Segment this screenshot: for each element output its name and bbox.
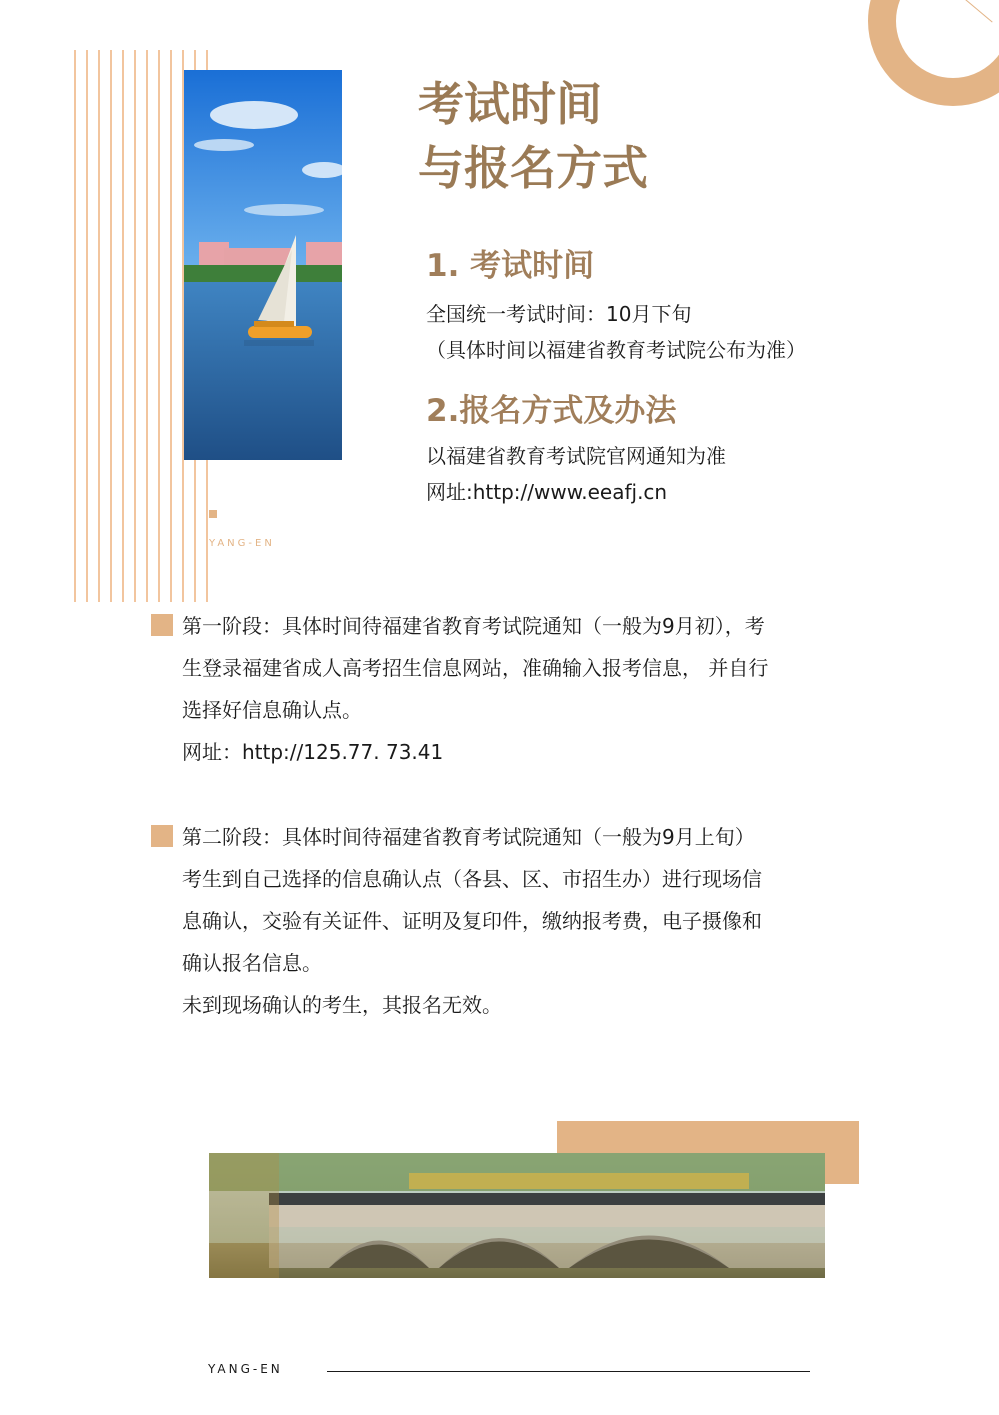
stage-1-url[interactable]: 网址：http://125.77. 73.41 [182, 740, 444, 764]
stage-2-line-1: 第二阶段：具体时间待福建省教育考试院通知（一般为9月上旬） [182, 825, 755, 849]
stage-2-paragraph [182, 816, 902, 1026]
stage-2-marker [151, 825, 173, 847]
stage-1-line-1: 第一阶段：具体时间待福建省教育考试院通知（一般为9月初），考 [182, 614, 765, 638]
exam-time-note: （具体时间以福建省教育考试院公布为准） [426, 338, 806, 362]
exam-time-line: 全国统一考试时间：10月下旬 [426, 302, 692, 326]
page-title-line-2: 与报名方式 [418, 141, 648, 195]
stage-1-line-3: 选择好信息确认点。 [182, 698, 362, 722]
accent-square [209, 510, 217, 518]
stage-1-marker [151, 614, 173, 636]
brand-mark-middle: YANG-EN [209, 538, 275, 549]
stage-1-line-2: 生登录福建省成人高考招生信息网站，准确输入报考信息， 并自行 [182, 656, 769, 680]
registration-url[interactable]: 网址:http://www.eeafj.cn [426, 480, 668, 504]
stage-2-line-4: 确认报名信息。 [182, 951, 322, 975]
section-registration-text [426, 438, 726, 510]
sailboat-photo [184, 70, 342, 460]
brand-mark-footer: YANG-EN [208, 1362, 283, 1376]
stage-2-line-2: 考生到自己选择的信息确认点（各县、区、市招生办）进行现场信 [182, 867, 762, 891]
stage-2-line-3: 息确认，交验有关证件、证明及复印件，缴纳报考费，电子摄像和 [182, 909, 762, 933]
stage-1-paragraph [182, 605, 902, 773]
footer-divider [327, 1371, 810, 1372]
registration-line: 以福建省教育考试院官网通知为准 [426, 444, 726, 468]
section-heading-exam-time: 1. 考试时间 [426, 248, 595, 284]
page-title [418, 72, 648, 200]
stage-2-line-5: 未到现场确认的考生，其报名无效。 [182, 993, 502, 1017]
section-exam-time-text [426, 296, 806, 368]
section-heading-registration: 2.报名方式及办法 [426, 393, 677, 429]
page-title-line-1: 考试时间 [418, 77, 602, 131]
bridge-photo [209, 1153, 825, 1278]
